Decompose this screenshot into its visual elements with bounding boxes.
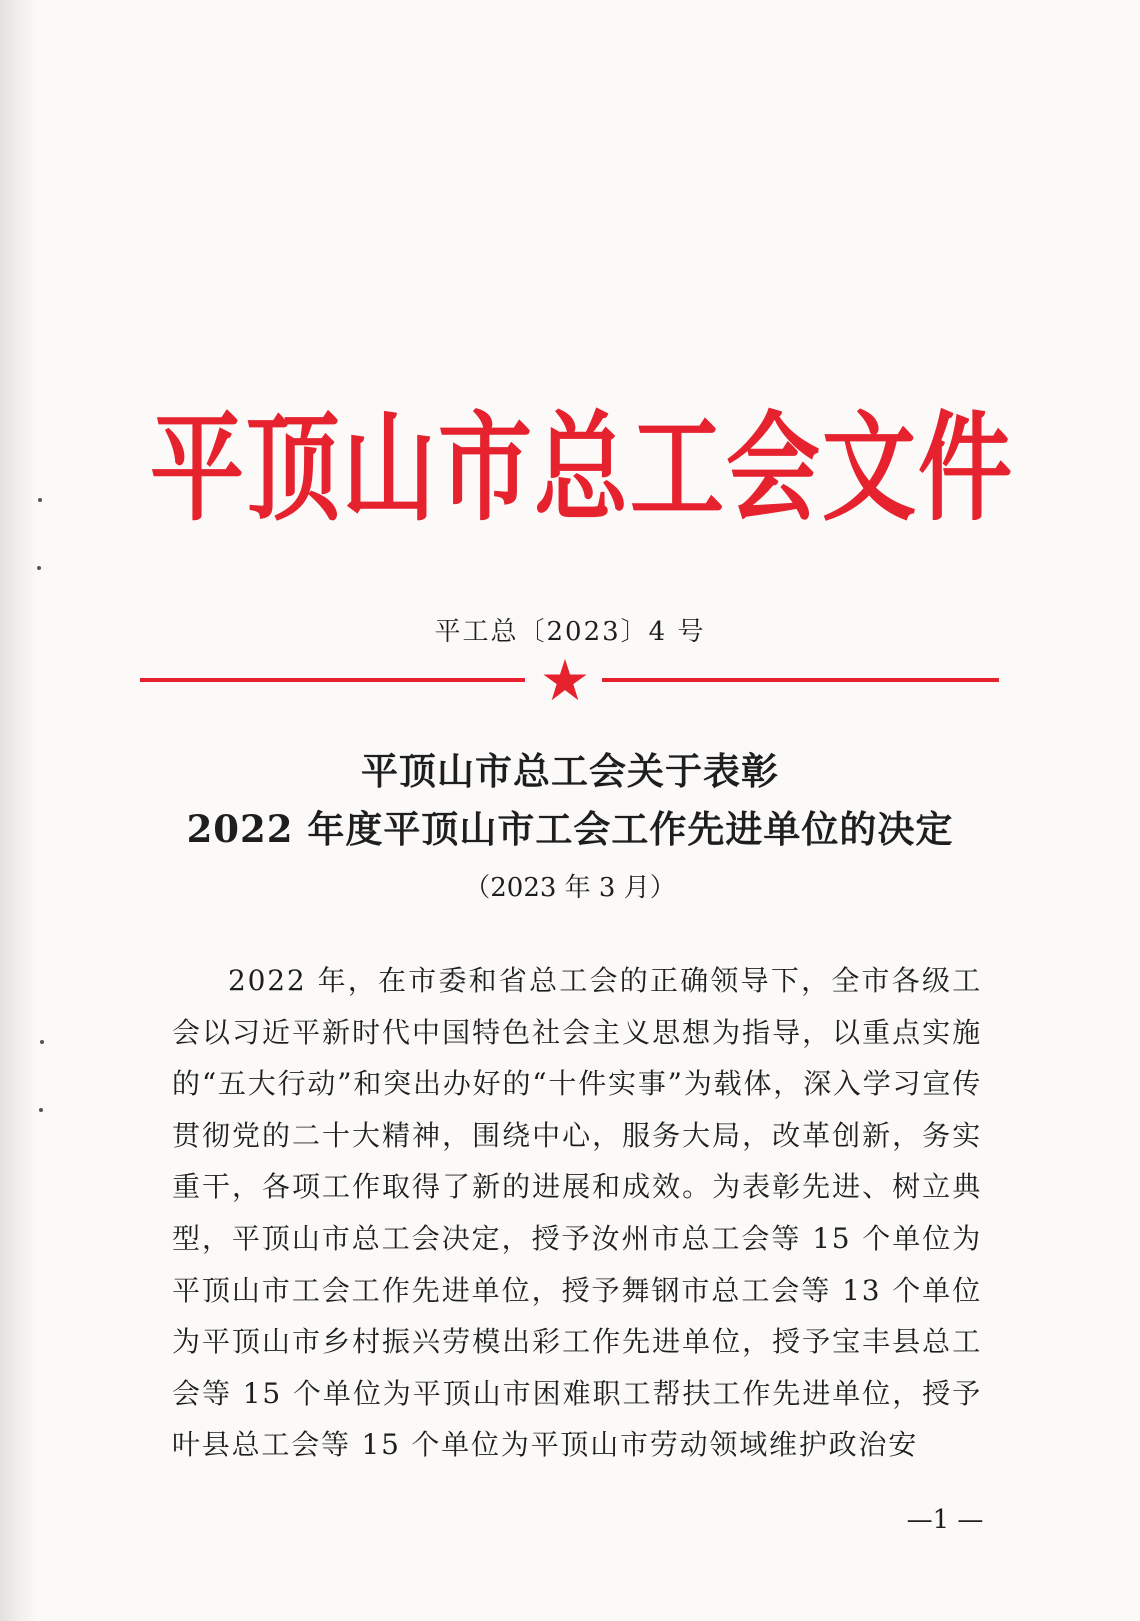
document-date: （2023 年 3 月） bbox=[464, 873, 676, 903]
page-number: —1 — bbox=[906, 1505, 984, 1535]
document-number: 平工总〔2023〕4 号 bbox=[434, 617, 706, 647]
document-title bbox=[100, 742, 1040, 858]
document-title-line-2: 2022 年度平顶山市工会工作先进单位的决定 bbox=[186, 807, 954, 851]
red-rule-left bbox=[140, 678, 525, 682]
red-star-icon bbox=[542, 657, 588, 703]
scan-edge-shadow bbox=[0, 0, 38, 1621]
red-rule-right bbox=[602, 678, 999, 682]
document-header-title: 平顶山市总工会文件 bbox=[150, 401, 1015, 538]
body-paragraph: 2022 年，在市委和省总工会的正确领导下，全市各级工会以习近平新时代中国特色社会主义思想为指导，以重点实施的“五大行动”和突出办好的“十件实事”为载体，深入学习宣传贯彻党的二十大精神，围绕中心，服务大局，改革创新，务实重干，各项工作取得了新的进展和成效。为表彰先进、树立典型，平顶山市总工会决定，授予汝州市总工会等 15 个单位为平顶山市工会工作先进单位，授予舞钢市总工会等 13 个单位为平顶山市乡村振兴劳模出彩工作先进单位，授予宝丰县总工会等 15 个单位为平顶山市困难职工帮扶工作先进单位，授予叶县总工会等 15 个单位为平顶山市劳动领域维护政治安 bbox=[172, 964, 982, 1462]
document-title-line-1: 平顶山市总工会关于表彰 bbox=[361, 749, 779, 793]
